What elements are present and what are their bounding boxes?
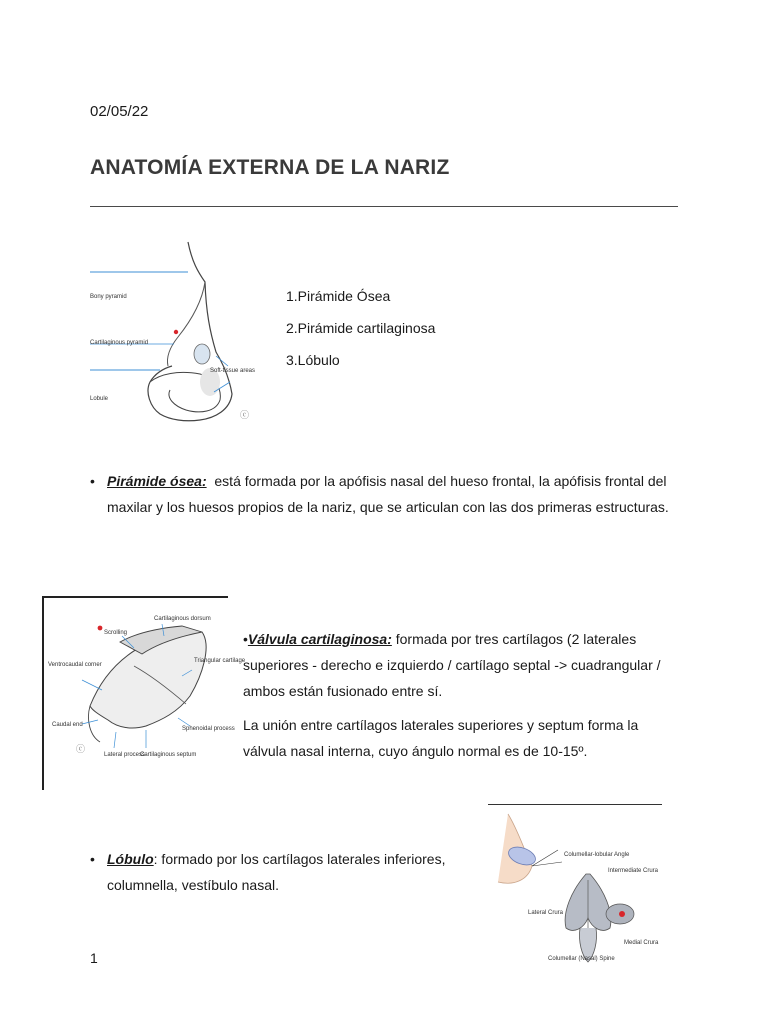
term-lobulo: Lóbulo bbox=[107, 851, 154, 867]
list-item: 1.Pirámide Ósea bbox=[286, 288, 391, 304]
label-ventrocaudal-corner: Ventrocaudal corner bbox=[48, 662, 102, 668]
figure-divider bbox=[488, 804, 662, 805]
title-divider bbox=[90, 206, 678, 207]
copyright-mark-icon: ⓒ bbox=[240, 410, 250, 420]
page-number: 1 bbox=[90, 950, 98, 966]
cartilage-illustration bbox=[42, 596, 246, 790]
bullet-marker: • bbox=[90, 473, 95, 489]
numbered-list bbox=[286, 280, 435, 376]
list-item: 2.Pirámide cartilaginosa bbox=[286, 320, 436, 336]
label-cartilaginous-dorsum: Cartilaginous dorsum bbox=[154, 616, 211, 622]
valvula-paragraph: La unión entre cartílagos laterales superiores y septum forma la válvula nasal interna, cuyo ángulo normal es de 10-15º. bbox=[243, 717, 639, 759]
label-sphenoidal-process: Sphenoidal process bbox=[182, 726, 235, 732]
label-lateral-crura: Lateral Crura bbox=[528, 910, 564, 916]
label-lobule: Lobule bbox=[90, 396, 109, 402]
bullet-piramide-osea bbox=[90, 468, 690, 520]
lobule-illustration bbox=[488, 810, 664, 978]
bullet-lobulo bbox=[90, 846, 480, 898]
term-piramide-osea: Pirámide ósea: bbox=[107, 473, 207, 489]
label-cartilaginous-pyramid: Cartilaginous pyramid bbox=[90, 340, 149, 346]
list-item: 3.Lóbulo bbox=[286, 352, 340, 368]
nose-profile-figure bbox=[90, 242, 270, 428]
figure-frame-top bbox=[42, 596, 228, 598]
label-caudal-end: Caudal end bbox=[52, 722, 83, 728]
bullet-marker: • bbox=[90, 851, 95, 867]
bullet-text: formada por tres cartílagos (2 laterales superiores - derecho e izquierdo / cartílago septal -> cuadrangular / ambos están fusionado entre sí. bbox=[243, 631, 661, 699]
lobule-figure bbox=[488, 810, 664, 978]
label-soft-tissue-areas: Soft-tissue areas bbox=[210, 368, 256, 374]
label-triangular-cartilage: Triangular cartilage bbox=[194, 658, 246, 664]
term-valvula-cartilaginosa: Válvula cartilaginosa: bbox=[247, 631, 392, 647]
label-bony-pyramid: Bony pyramid bbox=[90, 294, 127, 300]
label-cartilaginous-septum: Cartilaginous septum bbox=[140, 752, 197, 758]
label-lateral-process: Lateral process bbox=[104, 752, 146, 758]
bullet-marker: • bbox=[243, 631, 248, 647]
label-columellar-spine: Columellar (Nasal) Spine bbox=[548, 956, 615, 962]
label-intermediate-crura: Intermediate Crura bbox=[608, 868, 659, 874]
figure-frame-left bbox=[42, 596, 44, 790]
label-medial-crura: Medial Crura bbox=[624, 940, 659, 946]
bullet-text: : formado por los cartílagos laterales inferiores, columnella, vestíbulo nasal. bbox=[107, 851, 446, 893]
page-title: ANATOMÍA EXTERNA DE LA NARIZ bbox=[90, 156, 450, 179]
label-columellar-lobular-angle: Columellar-lobular Angle bbox=[564, 852, 630, 858]
label-scrolling: Scrolling bbox=[104, 630, 128, 636]
document-date: 02/05/22 bbox=[90, 103, 149, 120]
bullet-text: está formada por la apófisis nasal del hueso frontal, la apófisis frontal del maxilar y los huesos propios de la nariz, que se articulan con las dos primeras estructuras. bbox=[107, 473, 671, 515]
nose-profile-illustration bbox=[90, 242, 270, 428]
cartilage-figure bbox=[42, 596, 246, 790]
copyright-mark-icon: ⓒ bbox=[76, 744, 86, 754]
bullet-valvula-cartilaginosa bbox=[243, 626, 683, 704]
